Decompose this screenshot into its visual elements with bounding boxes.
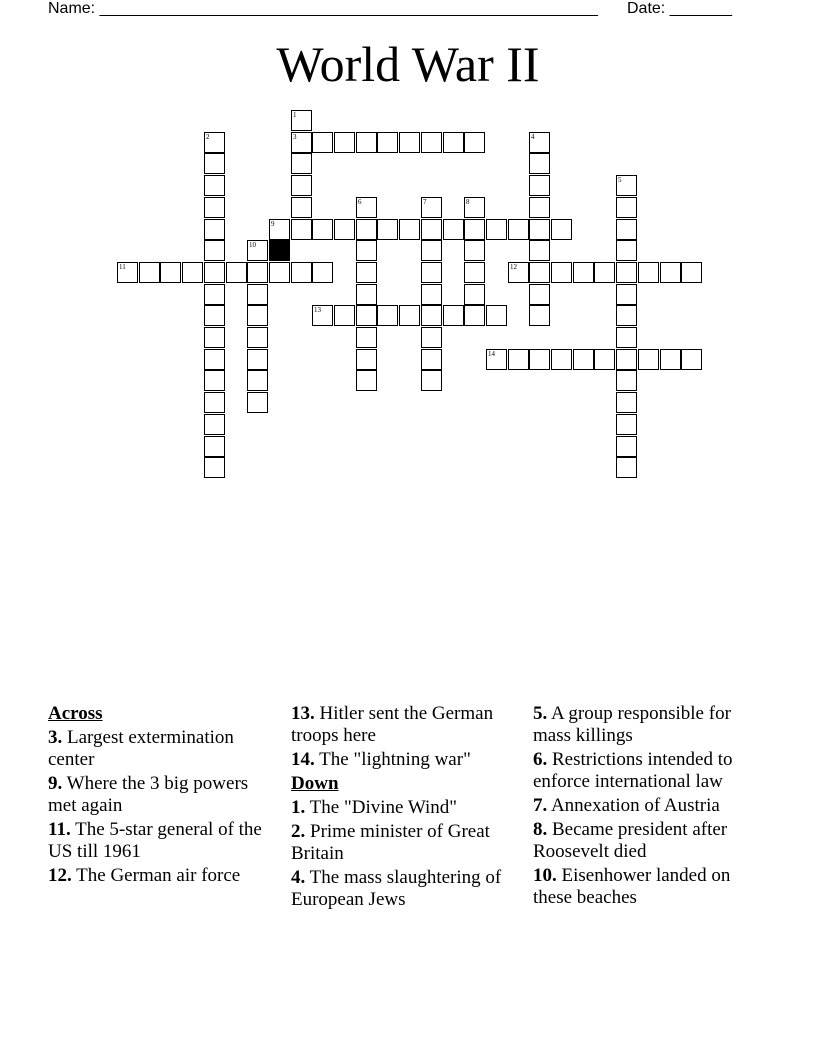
grid-cell[interactable] (421, 132, 442, 153)
grid-number: 13 (314, 306, 321, 314)
grid-cell[interactable] (356, 262, 377, 283)
grid-cell[interactable] (421, 284, 442, 305)
grid-cell[interactable] (356, 327, 377, 348)
clue-down-5 (533, 703, 763, 747)
grid-cell[interactable] (312, 219, 333, 240)
clues-column-1 (48, 703, 268, 889)
grid-cell[interactable] (681, 262, 702, 283)
grid-cell[interactable] (464, 305, 485, 326)
clue-number: 2. (291, 821, 306, 842)
grid-cell[interactable] (529, 153, 550, 174)
page-title: World War II (276, 36, 540, 92)
clues-column-2 (291, 703, 523, 913)
clue-number: 3. (48, 727, 63, 748)
grid-cell[interactable] (529, 175, 550, 196)
clue-text: The "lightning war" (319, 749, 471, 770)
clue-number: 13. (291, 703, 315, 724)
grid-cell[interactable] (247, 392, 268, 413)
grid-cell[interactable] (204, 219, 225, 240)
grid-cell[interactable] (291, 262, 312, 283)
grid-cell[interactable] (573, 262, 594, 283)
grid-cell[interactable] (247, 262, 268, 283)
grid-cell[interactable] (334, 219, 355, 240)
grid-cell[interactable] (269, 262, 290, 283)
grid-cell[interactable] (638, 349, 659, 370)
grid-cell[interactable] (616, 457, 637, 478)
grid-cell[interactable] (399, 305, 420, 326)
grid-cell[interactable] (204, 349, 225, 370)
name-field-label: Name: ________________________________________________________ (48, 0, 598, 17)
grid-cell[interactable] (356, 132, 377, 153)
grid-cell[interactable] (529, 262, 550, 283)
grid-cell[interactable] (204, 262, 225, 283)
grid-cell[interactable] (616, 240, 637, 261)
grid-number: 2 (206, 133, 210, 141)
grid-cell[interactable] (616, 392, 637, 413)
grid-cell[interactable] (247, 349, 268, 370)
clue-text: Largest extermination center (48, 727, 234, 770)
clue-text: Where the 3 big powers met again (48, 773, 249, 816)
clue-down-1 (291, 797, 523, 819)
clue-number: 4. (291, 867, 306, 888)
grid-cell[interactable] (616, 197, 637, 218)
grid-cell[interactable] (356, 284, 377, 305)
grid-number: 8 (466, 198, 470, 206)
grid-cell[interactable] (204, 457, 225, 478)
clue-text: The mass slaughtering of European Jews (291, 867, 502, 910)
clue-across-9 (48, 773, 268, 817)
grid-number: 12 (510, 263, 517, 271)
grid-cell[interactable] (356, 349, 377, 370)
grid-cell[interactable] (594, 262, 615, 283)
grid-cell[interactable] (551, 349, 572, 370)
grid-cell[interactable] (182, 262, 203, 283)
grid-cell[interactable] (247, 327, 268, 348)
grid-cell[interactable] (356, 219, 377, 240)
clue-number: 7. (533, 795, 548, 816)
grid-cell[interactable] (291, 153, 312, 174)
clue-text: Prime minister of Great Britain (291, 821, 490, 864)
grid-cell[interactable] (529, 197, 550, 218)
grid-cell[interactable] (616, 284, 637, 305)
grid-cell[interactable] (421, 219, 442, 240)
grid-cell[interactable] (616, 327, 637, 348)
grid-cell[interactable] (204, 240, 225, 261)
grid-cell[interactable] (421, 349, 442, 370)
clue-number: 11. (48, 819, 71, 840)
grid-number: 6 (358, 198, 362, 206)
grid-cell[interactable] (551, 262, 572, 283)
grid-cell[interactable] (421, 327, 442, 348)
clue-number: 12. (48, 865, 72, 886)
clue-down-2 (291, 821, 523, 865)
grid-cell[interactable] (616, 414, 637, 435)
clue-text: The 5-star general of the US till 1961 (48, 819, 262, 862)
clue-down-4 (291, 867, 523, 911)
grid-cell[interactable] (204, 284, 225, 305)
grid-cell[interactable] (204, 197, 225, 218)
grid-cell[interactable] (464, 284, 485, 305)
clue-text: Restrictions intended to enforce international law (533, 749, 733, 792)
grid-cell[interactable] (204, 327, 225, 348)
grid-cell[interactable] (638, 262, 659, 283)
clue-number: 14. (291, 749, 315, 770)
clue-number: 10. (533, 865, 557, 886)
grid-number: 5 (618, 176, 622, 184)
grid-cell[interactable] (377, 132, 398, 153)
grid-number: 4 (531, 133, 535, 141)
grid-number: 10 (249, 241, 256, 249)
clue-across-12 (48, 865, 268, 887)
date-field-label: Date: _______ (627, 0, 732, 17)
grid-cell[interactable] (616, 305, 637, 326)
grid-cell[interactable] (464, 262, 485, 283)
grid-number: 14 (488, 350, 495, 358)
grid-number: 11 (119, 263, 126, 271)
grid-number: 1 (293, 111, 297, 119)
grid-cell[interactable] (291, 219, 312, 240)
grid-cell[interactable] (356, 240, 377, 261)
grid-cell[interactable] (464, 219, 485, 240)
grid-cell[interactable] (443, 132, 464, 153)
clues-column-3 (533, 703, 763, 911)
clue-across-11 (48, 819, 268, 863)
grid-cell[interactable] (160, 262, 181, 283)
grid-cell[interactable] (616, 370, 637, 391)
grid-cell[interactable] (594, 349, 615, 370)
clue-text: Annexation of Austria (550, 795, 720, 816)
clue-across-3 (48, 727, 268, 771)
grid-cell[interactable] (464, 132, 485, 153)
grid-number: 3 (293, 133, 297, 141)
clue-number: 9. (48, 773, 63, 794)
clue-number: 8. (533, 819, 548, 840)
grid-cell[interactable] (291, 175, 312, 196)
grid-cell[interactable] (247, 284, 268, 305)
grid-cell[interactable] (204, 436, 225, 457)
grid-cell[interactable] (247, 305, 268, 326)
grid-cell[interactable] (291, 197, 312, 218)
grid-cell[interactable] (334, 132, 355, 153)
grid-cell[interactable] (377, 305, 398, 326)
grid-cell[interactable] (486, 219, 507, 240)
grid-cell[interactable] (226, 262, 247, 283)
grid-cell[interactable] (551, 219, 572, 240)
grid-cell[interactable] (443, 219, 464, 240)
grid-cell[interactable] (399, 219, 420, 240)
grid-cell[interactable] (139, 262, 160, 283)
clue-down-6 (533, 749, 763, 793)
grid-cell[interactable] (508, 349, 529, 370)
grid-cell[interactable] (616, 349, 637, 370)
grid-number: 9 (271, 220, 275, 228)
grid-cell[interactable] (204, 414, 225, 435)
grid-number: 7 (423, 198, 427, 206)
clue-text: Hitler sent the German troops here (291, 703, 494, 746)
grid-cell[interactable] (334, 305, 355, 326)
clue-across-14 (291, 749, 523, 771)
grid-cell[interactable] (529, 219, 550, 240)
grid-cell[interactable] (356, 370, 377, 391)
grid-cell[interactable] (508, 219, 529, 240)
grid-cell[interactable] (421, 305, 442, 326)
grid-cell[interactable] (616, 436, 637, 457)
grid-cell[interactable] (616, 262, 637, 283)
grid-cell[interactable] (529, 349, 550, 370)
grid-cell[interactable] (312, 132, 333, 153)
grid-cell[interactable] (681, 349, 702, 370)
grid-cell[interactable] (573, 349, 594, 370)
grid-cell[interactable] (356, 305, 377, 326)
grid-cell[interactable] (399, 132, 420, 153)
clue-text: Eisenhower landed on these beaches (533, 865, 731, 908)
grid-cell[interactable] (204, 305, 225, 326)
across-heading: Across (48, 703, 103, 724)
grid-cell[interactable] (529, 240, 550, 261)
grid-cell[interactable] (421, 240, 442, 261)
grid-cell[interactable] (247, 370, 268, 391)
grid-cell[interactable] (464, 240, 485, 261)
grid-cell[interactable] (443, 305, 464, 326)
grid-cell[interactable] (204, 175, 225, 196)
grid-cell[interactable] (486, 305, 507, 326)
grid-cell[interactable] (660, 262, 681, 283)
grid-cell[interactable] (529, 284, 550, 305)
clue-across-13 (291, 703, 523, 747)
grid-cell[interactable] (204, 392, 225, 413)
clue-number: 5. (533, 703, 548, 724)
clue-number: 6. (533, 749, 548, 770)
grid-cell[interactable] (660, 349, 681, 370)
grid-cell[interactable] (204, 370, 225, 391)
clue-down-8 (533, 819, 763, 863)
grid-cell[interactable] (421, 262, 442, 283)
down-heading: Down (291, 773, 339, 794)
grid-cell[interactable] (312, 262, 333, 283)
clue-text: The "Divine Wind" (309, 797, 458, 818)
grid-cell[interactable] (616, 219, 637, 240)
clue-down-10 (533, 865, 763, 909)
grid-cell[interactable] (421, 370, 442, 391)
clue-text: Became president after Roosevelt died (533, 819, 728, 862)
grid-cell[interactable] (204, 153, 225, 174)
clue-down-7 (533, 795, 763, 817)
clue-text: A group responsible for mass killings (533, 703, 731, 746)
clue-text: The German air force (76, 865, 241, 886)
grid-cell[interactable] (529, 305, 550, 326)
black-grid-cell (269, 240, 290, 261)
grid-cell[interactable] (377, 219, 398, 240)
clue-number: 1. (291, 797, 306, 818)
